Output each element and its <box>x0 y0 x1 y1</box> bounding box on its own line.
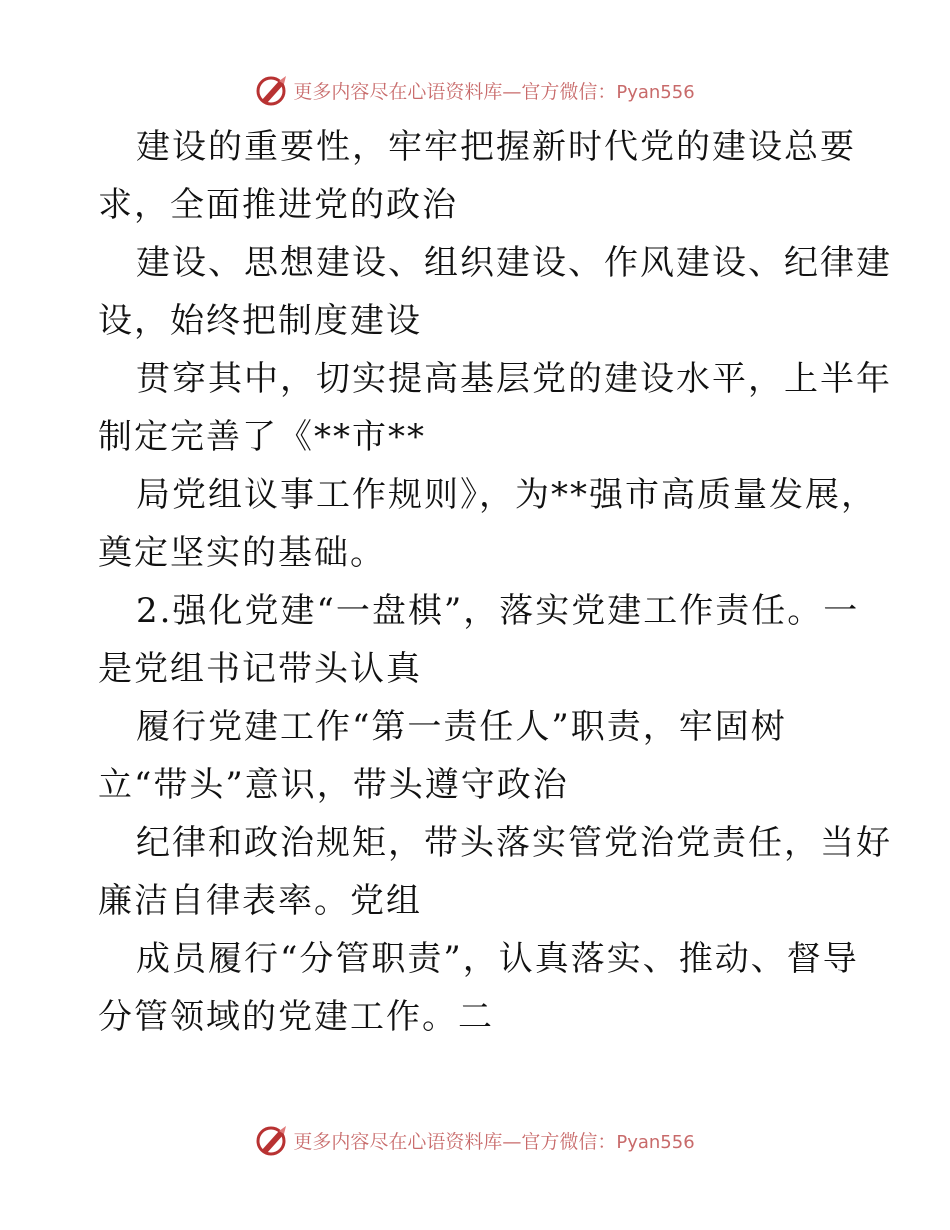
body-line-12: 立“带头”意识，带头遵守政治 <box>98 765 569 805</box>
body-line-14: 廉洁自律表率。党组 <box>98 881 422 921</box>
body-line-11: 履行党建工作“第一责任人”职责，牢固树 <box>136 707 787 747</box>
pen-logo-icon <box>255 73 289 107</box>
header-banner-label: 更多内容尽在心语资料库—官方微信： <box>293 80 617 103</box>
header-wechat-id: Pyan556 <box>616 81 695 103</box>
body-line-15: 成员履行“分管职责”，认真落实、推动、督导 <box>136 939 859 979</box>
body-line-3: 建设、思想建设、组织建设、作风建设、纪律建 <box>136 243 892 283</box>
body-line-5: 贯穿其中，切实提高基层党的建设水平，上半年 <box>136 359 892 399</box>
header-banner-text <box>293 77 694 104</box>
header-banner <box>0 70 950 110</box>
footer-wechat-id: Pyan556 <box>616 1131 695 1153</box>
body-line-7: 局党组议事工作规则》，为**强市高质量发展， <box>136 475 877 515</box>
body-line-8: 奠定坚实的基础。 <box>98 533 386 573</box>
body-line-6: 制定完善了《**市** <box>98 417 426 457</box>
footer-banner <box>0 1120 950 1160</box>
pen-logo-icon <box>255 1123 289 1157</box>
body-line-4: 设，始终把制度建设 <box>98 301 422 341</box>
body-line-13: 纪律和政治规矩，带头落实管党治党责任，当好 <box>136 823 892 863</box>
footer-banner-text <box>293 1127 694 1154</box>
body-line-9: 2.强化党建“一盘棋”，落实党建工作责任。一 <box>136 591 860 631</box>
body-line-16: 分管领域的党建工作。二 <box>98 997 494 1037</box>
body-line-1: 建设的重要性，牢牢把握新时代党的建设总要 <box>136 127 856 167</box>
body-line-10: 是党组书记带头认真 <box>98 649 422 689</box>
footer-banner-label: 更多内容尽在心语资料库—官方微信： <box>293 1130 617 1153</box>
document-body <box>98 118 892 1046</box>
body-line-2: 求，全面推进党的政治 <box>98 185 458 225</box>
